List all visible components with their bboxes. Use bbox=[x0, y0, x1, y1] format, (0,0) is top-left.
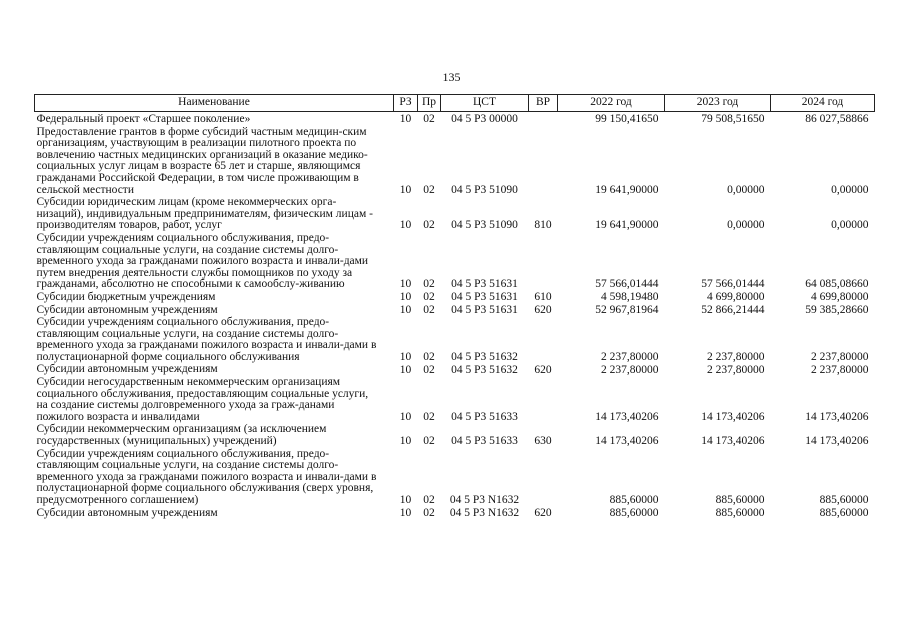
row-cst: 04 5 Р3 00000 bbox=[451, 113, 518, 126]
row-2023: 0,00000 bbox=[727, 183, 765, 196]
row-rz: 10 bbox=[399, 410, 412, 423]
row-2024: 64 085,08660 bbox=[805, 278, 869, 291]
row-2022: 2 237,80000 bbox=[601, 350, 659, 363]
row-2024: 4 699,80000 bbox=[811, 291, 869, 303]
table-row bbox=[35, 127, 875, 198]
row-2022: 14 173,40206 bbox=[595, 435, 659, 448]
row-vr bbox=[529, 233, 558, 292]
row-2022: 4 598,19480 bbox=[601, 291, 659, 303]
row-name: Субсидии автономным учреждениям bbox=[36, 363, 218, 376]
row-2023: 57 566,01444 bbox=[701, 278, 765, 291]
row-name: Субсидии негосударственным некоммерческим организациям социального обслуживания, предоставляющим социальные услуги, на создание системы долговременного ухода за граж-данами пожилого возраста и инвалидами bbox=[36, 376, 369, 423]
row-vr: 610 bbox=[534, 291, 552, 303]
row-2023: 52 866,21444 bbox=[701, 303, 765, 316]
row-name: Предоставление грантов в форме субсидий частным медицин-ским организациям, участвующим в реализации пилотного проекта по вовлечению частных медицинских организаций в оказание медико-социальных услуг лицам в возрасте 65 лет и старше, являющимся гражданами Российской Федерации, в том числе проживающим в сельской местности bbox=[36, 125, 368, 196]
row-rz: 10 bbox=[399, 183, 412, 196]
row-cst: 04 5 Р3 N1632 bbox=[449, 494, 520, 507]
row-name: Субсидии учреждениям социального обслуживания, предо-ставляющим социальные услуги, на создание системы долго-временного ухода за гражданами пожилого возраста и инвали-дами в полустационарной форме социального обслуживания (сверх уровня, предусмотренного соглашением) bbox=[36, 447, 377, 506]
row-cst: 04 5 Р3 51631 bbox=[451, 278, 518, 291]
row-cst: 04 5 Р3 51633 bbox=[451, 435, 518, 448]
table-row bbox=[35, 377, 875, 424]
row-2023: 14 173,40206 bbox=[701, 435, 765, 448]
table-row bbox=[35, 292, 875, 305]
row-name: Федеральный проект «Старшее поколение» bbox=[36, 113, 251, 125]
row-cst: 04 5 Р3 51633 bbox=[451, 410, 518, 423]
row-pr: 02 bbox=[423, 350, 435, 363]
row-2023: 885,60000 bbox=[715, 506, 765, 519]
row-vr: 630 bbox=[534, 435, 552, 448]
row-vr bbox=[529, 112, 558, 127]
table-row bbox=[35, 449, 875, 508]
row-2024: 2 237,80000 bbox=[811, 363, 869, 376]
row-name: Субсидии бюджетным учреждениям bbox=[36, 290, 216, 303]
row-rz: 10 bbox=[399, 291, 412, 303]
row-pr: 02 bbox=[423, 303, 435, 316]
header-2022: 2022 год bbox=[558, 95, 665, 112]
row-rz: 10 bbox=[399, 494, 412, 507]
row-vr bbox=[529, 449, 558, 508]
row-name: Субсидии автономным учреждениям bbox=[36, 303, 218, 316]
row-cst: 04 5 Р3 51632 bbox=[451, 350, 518, 363]
row-cst: 04 5 Р3 51631 bbox=[451, 291, 518, 303]
row-pr: 02 bbox=[423, 494, 435, 507]
row-pr: 02 bbox=[423, 219, 435, 232]
table-row bbox=[35, 112, 875, 127]
row-2022: 885,60000 bbox=[609, 494, 659, 507]
table-header-row bbox=[35, 95, 875, 112]
row-name: Субсидии некоммерческим организациям (за исключением государственных (муниципальных) учреждений) bbox=[36, 423, 327, 448]
row-2022: 2 237,80000 bbox=[601, 363, 659, 376]
row-2023: 2 237,80000 bbox=[707, 363, 765, 376]
row-cst: 04 5 Р3 51090 bbox=[451, 219, 518, 232]
header-2024: 2024 год bbox=[771, 95, 875, 112]
row-2022: 19 641,90000 bbox=[595, 219, 659, 232]
row-2024: 14 173,40206 bbox=[805, 410, 869, 423]
row-pr: 02 bbox=[423, 435, 435, 448]
row-cst: 04 5 Р3 N1632 bbox=[449, 506, 520, 519]
row-2022: 57 566,01444 bbox=[595, 278, 659, 291]
row-2024: 885,60000 bbox=[819, 494, 869, 507]
row-pr: 02 bbox=[423, 183, 435, 196]
row-pr: 02 bbox=[423, 278, 435, 291]
row-vr: 810 bbox=[534, 219, 552, 232]
header-name: Наименование bbox=[35, 95, 394, 112]
row-2023: 0,00000 bbox=[727, 219, 765, 232]
row-vr bbox=[529, 377, 558, 424]
row-2024: 86 027,58866 bbox=[805, 113, 869, 126]
row-name: Субсидии автономным учреждениям bbox=[36, 506, 218, 519]
row-rz: 10 bbox=[399, 303, 412, 316]
row-rz: 10 bbox=[399, 506, 412, 519]
row-2024: 885,60000 bbox=[819, 506, 869, 519]
row-name: Субсидии юридическим лицам (кроме некоммерческих орга-низаций), индивидуальным предпринимателям, физическим лицам - производителям товаров, работ, услуг bbox=[36, 196, 373, 232]
header-pr: Пр bbox=[418, 95, 441, 112]
header-2023: 2023 год bbox=[665, 95, 771, 112]
row-rz: 10 bbox=[399, 435, 412, 448]
row-pr: 02 bbox=[423, 410, 435, 423]
row-cst: 04 5 Р3 51631 bbox=[451, 303, 518, 316]
row-pr: 02 bbox=[423, 363, 435, 376]
row-2023: 14 173,40206 bbox=[701, 410, 765, 423]
row-vr: 620 bbox=[534, 506, 552, 519]
header-vr: ВР bbox=[529, 95, 558, 112]
row-2022: 52 967,81964 bbox=[595, 303, 659, 316]
row-pr: 02 bbox=[423, 113, 435, 126]
row-rz: 10 bbox=[399, 113, 412, 126]
row-2022: 19 641,90000 bbox=[595, 183, 659, 196]
table-row bbox=[35, 233, 875, 292]
row-name: Субсидии учреждениям социального обслуживания, предо-ставляющим социальные услуги, на создание системы долго-временного ухода за гражданами пожилого возраста и инвали-дами в полустационарной форме социального обслуживания bbox=[36, 316, 377, 363]
row-rz: 10 bbox=[399, 278, 412, 291]
row-2022: 885,60000 bbox=[609, 506, 659, 519]
row-2024: 59 385,28660 bbox=[805, 303, 869, 316]
row-vr: 620 bbox=[534, 303, 552, 316]
table-row bbox=[35, 508, 875, 521]
table-row bbox=[35, 197, 875, 233]
row-2023: 885,60000 bbox=[715, 494, 765, 507]
row-2024: 0,00000 bbox=[831, 219, 869, 232]
row-2023: 2 237,80000 bbox=[707, 350, 765, 363]
row-rz: 10 bbox=[399, 350, 412, 363]
row-2024: 14 173,40206 bbox=[805, 435, 869, 448]
budget-table bbox=[34, 94, 875, 520]
row-2024: 2 237,80000 bbox=[811, 350, 869, 363]
row-rz: 10 bbox=[399, 219, 412, 232]
row-2024: 0,00000 bbox=[831, 183, 869, 196]
row-pr: 02 bbox=[423, 506, 435, 519]
row-vr bbox=[529, 127, 558, 198]
row-vr: 620 bbox=[534, 363, 552, 376]
row-rz: 10 bbox=[399, 363, 412, 376]
table-row bbox=[35, 424, 875, 448]
row-vr bbox=[529, 317, 558, 364]
table-row bbox=[35, 317, 875, 364]
header-rz: РЗ bbox=[394, 95, 418, 112]
row-2023: 4 699,80000 bbox=[707, 291, 765, 303]
row-pr: 02 bbox=[423, 291, 435, 303]
page-number: 135 bbox=[442, 70, 461, 84]
row-2023: 79 508,51650 bbox=[701, 113, 765, 126]
row-name: Субсидии учреждениям социального обслуживания, предо-ставляющим социальные услуги, на создание системы долго-временного ухода за гражданами пожилого возраста и инвали-дами путем внедрения деятельности службы помощников по уходу за гражданами, абсолютно не способными к самообслу-живанию bbox=[36, 231, 369, 291]
header-cst: ЦСТ bbox=[441, 95, 529, 112]
row-2022: 99 150,41650 bbox=[595, 113, 659, 126]
row-cst: 04 5 Р3 51632 bbox=[451, 363, 518, 376]
row-cst: 04 5 Р3 51090 bbox=[451, 183, 518, 196]
row-2022: 14 173,40206 bbox=[595, 410, 659, 423]
